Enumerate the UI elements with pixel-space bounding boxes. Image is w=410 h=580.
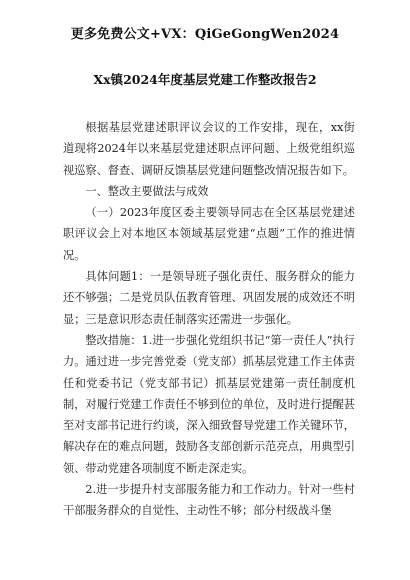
- paragraph-problem: 具体问题1：一是领导班子强化责任、服务群众的能力还不够强；二是党员队伍教育管理、巩固发展的成效还不明显；三是意识形态责任制落实还需进一步强化。: [63, 270, 355, 326]
- document-body: [63, 117, 355, 522]
- paragraph-measures: 整改措施：1.进一步强化党组织书记“第一责任人”执行力。通过进一步完善党委（党支部）抓基层党建工作主体责任和党委书记（党支部书记）抓基层党建第一责任制度机制，对履行党建工作责任不够到位的单位，及时进行提醒甚至对支部书记进行约谈，深入细致督导党建工作关键环节，解决存在的难点问题，鼓励各支部创新示范亮点，用典型引领、带动党建各项制度不断走深走实。: [63, 333, 355, 475]
- paragraph-intro: 根据基层党建述职评议会议的工作安排，现在，xx街道现将2024年以来基层党建述职点评问题、上级党组织巡视巡察、督查、调研反馈基层党建问题整改情况报告如下。: [63, 121, 355, 177]
- section-heading: 一、整改主要做法与成效: [85, 184, 209, 198]
- header-note: 更多免费公文+VX：QiGeGongWen2024: [70, 27, 340, 42]
- paragraph-measure-2: 2.进一步提升村支部服务能力和工作动力。针对一些村干部服务群众的自觉性、主动性不够；部分村级战斗堡: [63, 483, 355, 518]
- subsection-heading: （一）2023年度区委主要领导同志在全区基层党建述职评议会上对本地区本领域基层党建“点题”工作的推进情况。: [63, 206, 355, 262]
- document-title: Xx镇2024年度基层党建工作整改报告2: [93, 72, 317, 87]
